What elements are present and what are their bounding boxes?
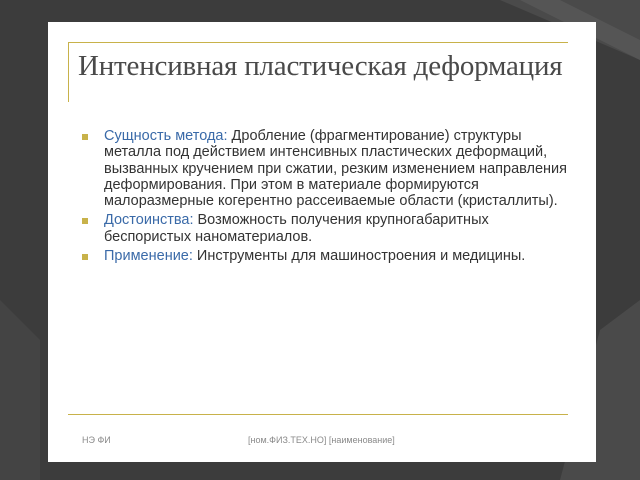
footer-center-text: [ном.ФИЗ.ТЕХ.НО] [наименование] [248,435,395,445]
square-bullet-icon [82,254,88,260]
bullet-term: Достоинства: [104,212,194,229]
title-rule-horizontal [68,42,568,43]
bullet-term: Применение: [104,248,193,265]
bullet-item [82,212,572,245]
bullet-text: Инструменты для машиностроения и медицины. [192,248,526,265]
bullet-text: Дробление (фрагментирование) структуры металла под действием интенсивных пластических деформаций, вызванных кручением при сжатии, резким изменением направления деформирования. При этом в материале формируются малоразмерные когерентно рассеиваемые области (кристаллиты). [104,128,568,210]
bullet-term: Сущность метода: [104,128,228,144]
bullet-item [82,248,572,264]
square-bullet-icon [82,218,88,224]
bullet-list [82,128,572,267]
bullet-text: Возможность получения крупногабаритных беспористых наноматериалов. [104,212,489,245]
slide [48,22,596,462]
square-bullet-icon [82,134,88,140]
bullet-item [82,128,572,209]
slide-title: Интенсивная пластическая деформация [78,50,563,82]
title-rule-vertical [68,42,69,102]
footer-rule [68,414,568,415]
footer-left-text: НЭ ФИ [82,435,111,445]
